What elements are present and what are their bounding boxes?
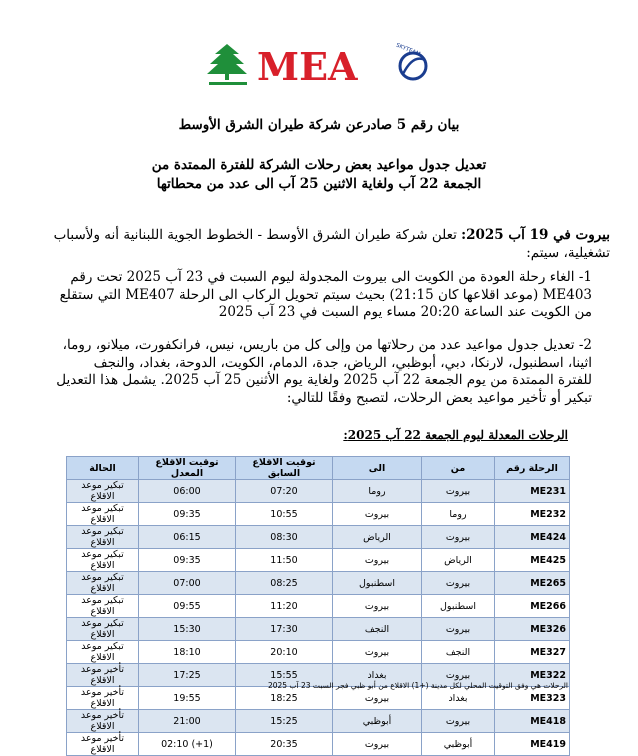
list-item-number: 2- bbox=[578, 337, 592, 353]
subject-line-1: تعديل جدول مواعيد بعض رحلات الشركة للفترة الممتدة من bbox=[151, 157, 487, 173]
old-time-cell: 11:50 bbox=[236, 549, 333, 572]
status-cell: تبكير موعد الاقلاع bbox=[67, 618, 139, 641]
flight-number-cell: ME266 bbox=[495, 595, 570, 618]
list-item-text: تعديل جدول مواعيد عدد من رحلاتها من وإلى كل من باريس، نيس، فرانكفورت، ميلانو، روما، اثينا، اسطنبول، لارنكا، دبي، أبوظبي، الرياض، جدة، الدمام، الكويت، الدوحة، بغداد، والنجف للفترة الممتدة من يوم الجمعة 22 آب 2025 ولغاية يوم الأثنين 25 آب 2025. يشمل هذا التعديل تبكير أو تأخير مواعيد بعض الرحلات، لتصبح وفقًا للتالي: bbox=[56, 337, 592, 406]
flights-table bbox=[66, 456, 570, 756]
origin-cell: أبوظبي bbox=[422, 733, 495, 756]
col-flight: الرحلة رقم bbox=[495, 457, 570, 480]
status-cell: تبكير موعد الاقلاع bbox=[67, 480, 139, 503]
status-cell: تبكير موعد الاقلاع bbox=[67, 503, 139, 526]
flight-number-cell: ME418 bbox=[495, 710, 570, 733]
flight-number-cell: ME322 bbox=[495, 664, 570, 687]
table-heading: الرحلات المعدلة ليوم الجمعة 22 آب 2025: bbox=[343, 428, 568, 442]
cedar-tree-icon bbox=[207, 44, 247, 85]
list-item-text: الغاء رحلة العودة من الكويت الى بيروت المجدولة ليوم السبت في 23 آب 2025 تحت رقم ME403 (موعد اقلاعها كان 21:15) بحيث سيتم تحويل الركاب الى الرحلة ME407 التي ستقلع من الكويت عند الساعة 20:20 مساء يوم السبت في 23 آب 2025 bbox=[59, 269, 592, 320]
origin-cell: بيروت bbox=[422, 480, 495, 503]
flight-number-cell: ME323 bbox=[495, 687, 570, 710]
table-row bbox=[67, 641, 570, 664]
status-cell: تبكير موعد الاقلاع bbox=[67, 641, 139, 664]
status-cell: تأخير موعد الاقلاع bbox=[67, 664, 139, 687]
table-row bbox=[67, 733, 570, 756]
destination-cell: بيروت bbox=[333, 687, 422, 710]
table-header-row bbox=[67, 457, 570, 480]
new-time-cell: 09:35 bbox=[139, 503, 236, 526]
flight-number-cell: ME231 bbox=[495, 480, 570, 503]
new-time-cell: 19:55 bbox=[139, 687, 236, 710]
col-new-time: توقيت الاقلاع المعدل bbox=[139, 457, 236, 480]
table-footnote: الرحلات هي وفق التوقيت المحلي لكل مدينة (+1) الاقلاع من أبو ظبي فجر السبت 23 آب 2025 bbox=[267, 681, 568, 690]
old-time-cell: 11:20 bbox=[236, 595, 333, 618]
origin-cell: بيروت bbox=[422, 526, 495, 549]
list-item bbox=[56, 337, 592, 407]
origin-cell: بغداد bbox=[422, 687, 495, 710]
status-cell: تبكير موعد الاقلاع bbox=[67, 526, 139, 549]
status-cell: تبكير موعد الاقلاع bbox=[67, 595, 139, 618]
flight-number-cell: ME425 bbox=[495, 549, 570, 572]
subject-line-2: الجمعة 22 آب ولغاية الاثنين 25 آب الى عدد من محطاتها bbox=[156, 176, 482, 192]
new-time-cell: 02:10 (+1) bbox=[139, 733, 236, 756]
status-cell: تأخير موعد الاقلاع bbox=[67, 733, 139, 756]
destination-cell: بيروت bbox=[333, 549, 422, 572]
new-time-cell: 06:00 bbox=[139, 480, 236, 503]
origin-cell: بيروت bbox=[422, 664, 495, 687]
new-time-cell: 09:35 bbox=[139, 549, 236, 572]
list-item-number: 1- bbox=[578, 269, 592, 285]
flight-number-cell: ME419 bbox=[495, 733, 570, 756]
old-time-cell: 20:35 bbox=[236, 733, 333, 756]
destination-cell: بغداد bbox=[333, 664, 422, 687]
destination-cell: أبوظبي bbox=[333, 710, 422, 733]
col-old-time: توقيت الاقلاع السابق bbox=[236, 457, 333, 480]
intro-text: تعلن شركة طيران الشرق الأوسط - الخطوط الجوية اللبنانية أنه ولأسباب تشغيلية، سيتم: bbox=[53, 227, 610, 261]
table-row bbox=[67, 526, 570, 549]
new-time-cell: 15:30 bbox=[139, 618, 236, 641]
new-time-cell: 17:25 bbox=[139, 664, 236, 687]
origin-cell: بيروت bbox=[422, 572, 495, 595]
col-status: الحالة bbox=[67, 457, 139, 480]
mea-logo bbox=[205, 40, 435, 92]
old-time-cell: 20:10 bbox=[236, 641, 333, 664]
mea-logo-graphic bbox=[205, 40, 435, 92]
destination-cell: بيروت bbox=[333, 595, 422, 618]
status-cell: تأخير موعد الاقلاع bbox=[67, 687, 139, 710]
destination-cell: بيروت bbox=[333, 503, 422, 526]
origin-cell: النجف bbox=[422, 641, 495, 664]
new-time-cell: 06:15 bbox=[139, 526, 236, 549]
destination-cell: بيروت bbox=[333, 641, 422, 664]
status-cell: تبكير موعد الاقلاع bbox=[67, 572, 139, 595]
destination-cell: الرياض bbox=[333, 526, 422, 549]
table-row bbox=[67, 618, 570, 641]
document-titles bbox=[20, 116, 618, 193]
table-row bbox=[67, 595, 570, 618]
new-time-cell: 18:10 bbox=[139, 641, 236, 664]
table-row bbox=[67, 549, 570, 572]
new-time-cell: 21:00 bbox=[139, 710, 236, 733]
new-time-cell: 07:00 bbox=[139, 572, 236, 595]
origin-cell: بيروت bbox=[422, 618, 495, 641]
flight-number-cell: ME424 bbox=[495, 526, 570, 549]
table-row bbox=[67, 710, 570, 733]
old-time-cell: 10:55 bbox=[236, 503, 333, 526]
origin-cell: بيروت bbox=[422, 710, 495, 733]
statement-title: بيان رقم 5 صادرعن شركة طيران الشرق الأوسط bbox=[178, 117, 460, 133]
col-to: الى bbox=[333, 457, 422, 480]
table-row bbox=[67, 572, 570, 595]
old-time-cell: 15:55 bbox=[236, 664, 333, 687]
old-time-cell: 18:25 bbox=[236, 687, 333, 710]
destination-cell: روما bbox=[333, 480, 422, 503]
status-cell: تأخير موعد الاقلاع bbox=[67, 710, 139, 733]
skyteam-icon bbox=[400, 53, 426, 79]
old-time-cell: 07:20 bbox=[236, 480, 333, 503]
old-time-cell: 15:25 bbox=[236, 710, 333, 733]
flight-number-cell: ME232 bbox=[495, 503, 570, 526]
table-row bbox=[67, 503, 570, 526]
list-item bbox=[56, 269, 592, 322]
skyteam-label: SKYTEAM bbox=[394, 42, 421, 58]
destination-cell: اسطنبول bbox=[333, 572, 422, 595]
status-cell: تبكير موعد الاقلاع bbox=[67, 549, 139, 572]
destination-cell: النجف bbox=[333, 618, 422, 641]
intro-paragraph bbox=[40, 227, 610, 262]
table-row bbox=[67, 480, 570, 503]
origin-cell: روما bbox=[422, 503, 495, 526]
col-from: من bbox=[422, 457, 495, 480]
flight-number-cell: ME265 bbox=[495, 572, 570, 595]
mea-wordmark: MEA bbox=[257, 44, 358, 89]
old-time-cell: 08:25 bbox=[236, 572, 333, 595]
flight-number-cell: ME327 bbox=[495, 641, 570, 664]
dateline: بيروت في 19 آب 2025: bbox=[461, 227, 610, 243]
old-time-cell: 08:30 bbox=[236, 526, 333, 549]
origin-cell: الرياض bbox=[422, 549, 495, 572]
origin-cell: اسطنبول bbox=[422, 595, 495, 618]
old-time-cell: 17:30 bbox=[236, 618, 333, 641]
new-time-cell: 09:55 bbox=[139, 595, 236, 618]
flight-number-cell: ME326 bbox=[495, 618, 570, 641]
destination-cell: بيروت bbox=[333, 733, 422, 756]
